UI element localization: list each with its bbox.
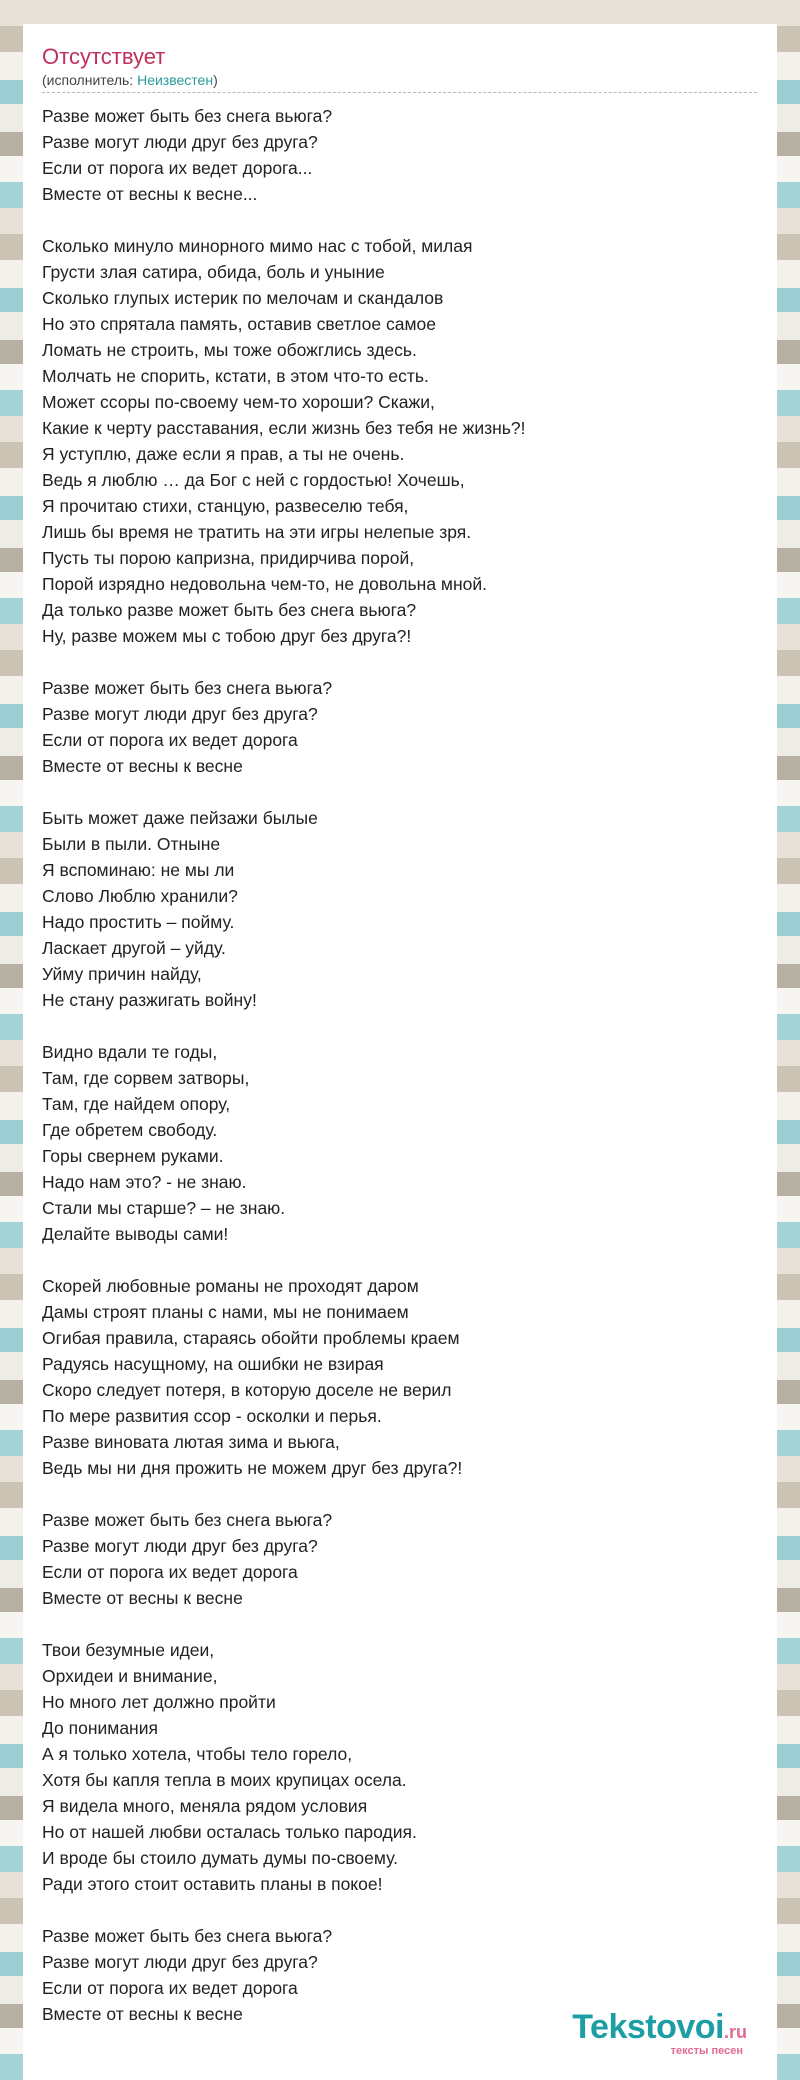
- logo-domain: .ru: [723, 2022, 747, 2042]
- lyrics-line: Скорей любовные романы не проходят даром: [42, 1276, 419, 1296]
- lyrics-line: Я прочитаю стихи, станцую, развеселю тебя,: [42, 496, 409, 516]
- lyrics-line: Ломать не строить, мы тоже обожглись здесь.: [42, 340, 417, 360]
- lyrics-line: Если от порога их ведет дорога: [42, 730, 298, 750]
- lyrics-line: Надо нам это? - не знаю.: [42, 1172, 247, 1192]
- lyrics-line: Вместе от весны к весне: [42, 2004, 243, 2024]
- lyrics-line: Разве могут люди друг без друга?: [42, 704, 318, 724]
- artist-prefix: (исполнитель:: [42, 72, 138, 88]
- lyrics-line: Я видела много, меняла рядом условия: [42, 1796, 368, 1816]
- lyrics-line: Скоро следует потеря, в которую доселе не верил: [42, 1380, 452, 1400]
- logo-tagline: тексты песен: [670, 2045, 743, 2057]
- lyrics-blank-line: [42, 1481, 762, 1507]
- lyrics-text: [42, 103, 762, 2027]
- lyrics-line: Лишь бы время не тратить на эти игры нелепые зря.: [42, 522, 472, 542]
- lyrics-line: Но от нашей любви осталась только пародия.: [42, 1822, 417, 1842]
- lyrics-line: Разве может быть без снега вьюга?: [42, 106, 333, 126]
- lyrics-line: Сколько минуло минорного мимо нас с тобой, милая: [42, 236, 473, 256]
- lyrics-blank-line: [42, 1611, 762, 1637]
- lyrics-line: По мере развития ссор - осколки и перья.: [42, 1406, 382, 1426]
- lyrics-line: Вместе от весны к весне: [42, 1588, 243, 1608]
- lyrics-line: Может ссоры по-своему чем-то хороши? Скажи,: [42, 392, 435, 412]
- lyrics-line: Ласкает другой – уйду.: [42, 938, 226, 958]
- lyrics-line: Твои безумные идеи,: [42, 1640, 215, 1660]
- lyrics-line: Ведь я люблю … да Бог с ней с гордостью! Хочешь,: [42, 470, 465, 490]
- lyrics-line: Ради этого стоит оставить планы в покое!: [42, 1874, 383, 1894]
- lyrics-line: Но много лет должно пройти: [42, 1692, 276, 1712]
- lyrics-line: Там, где найдем опору,: [42, 1094, 231, 1114]
- lyrics-line: Уйму причин найду,: [42, 964, 202, 984]
- lyrics-line: Разве может быть без снега вьюга?: [42, 678, 333, 698]
- logo-name: Tekstovoi: [572, 2008, 724, 2046]
- lyrics-blank-line: [42, 779, 762, 805]
- lyrics-line: Я вспоминаю: не мы ли: [42, 860, 235, 880]
- lyrics-line: Сколько глупых истерик по мелочам и скандалов: [42, 288, 444, 308]
- artist-line: [42, 71, 218, 89]
- lyrics-blank-line: [42, 1247, 762, 1273]
- lyrics-card: [23, 24, 777, 2080]
- lyrics-line: Но это спрятала память, оставив светлое самое: [42, 314, 436, 334]
- lyrics-line: Ну, разве можем мы с тобою друг без друга?!: [42, 626, 412, 646]
- lyrics-line: Разве могут люди друг без друга?: [42, 1536, 318, 1556]
- lyrics-line: Дамы строят планы с нами, мы не понимаем: [42, 1302, 409, 1322]
- lyrics-line: Где обретем свободу.: [42, 1120, 218, 1140]
- lyrics-line: Если от порога их ведет дорога: [42, 1978, 298, 1998]
- lyrics-line: Да только разве может быть без снега вьюга?: [42, 600, 417, 620]
- lyrics-line: Огибая правила, стараясь обойти проблемы краем: [42, 1328, 460, 1348]
- lyrics-line: И вроде бы стоило думать думы по-своему.: [42, 1848, 398, 1868]
- lyrics-line: Стали мы старше? – не знаю.: [42, 1198, 286, 1218]
- lyrics-line: Какие к черту расставания, если жизнь без тебя не жизнь?!: [42, 418, 526, 438]
- lyrics-line: Не стану разжигать войну!: [42, 990, 257, 1010]
- lyrics-blank-line: [42, 1013, 762, 1039]
- lyrics-line: Вместе от весны к весне...: [42, 184, 258, 204]
- artist-suffix: ): [213, 72, 218, 88]
- lyrics-line: Надо простить – пойму.: [42, 912, 235, 932]
- lyrics-line: Если от порога их ведет дорога: [42, 1562, 298, 1582]
- lyrics-line: Разве могут люди друг без друга?: [42, 1952, 318, 1972]
- lyrics-line: Порой изрядно недовольна чем-то, не довольна мной.: [42, 574, 487, 594]
- lyrics-line: Молчать не спорить, кстати, в этом что-то есть.: [42, 366, 429, 386]
- lyrics-line: До понимания: [42, 1718, 158, 1738]
- lyrics-line: Вместе от весны к весне: [42, 756, 243, 776]
- lyrics-line: Делайте выводы сами!: [42, 1224, 229, 1244]
- lyrics-line: Были в пыли. Отныне: [42, 834, 221, 854]
- lyrics-line: Я уступлю, даже если я прав, а ты не очень.: [42, 444, 405, 464]
- artist-link[interactable]: Неизвестен: [137, 72, 214, 88]
- lyrics-line: Там, где сорвем затворы,: [42, 1068, 250, 1088]
- lyrics-blank-line: [42, 649, 762, 675]
- lyrics-line: Разве может быть без снега вьюга?: [42, 1510, 333, 1530]
- lyrics-line: Орхидеи и внимание,: [42, 1666, 218, 1686]
- lyrics-line: Если от порога их ведет дорога...: [42, 158, 313, 178]
- lyrics-blank-line: [42, 207, 762, 233]
- header-divider: [42, 92, 757, 93]
- lyrics-line: Грусти злая сатира, обида, боль и уныние: [42, 262, 385, 282]
- lyrics-line: Радуясь насущному, на ошибки не взирая: [42, 1354, 384, 1374]
- lyrics-line: Быть может даже пейзажи былые: [42, 808, 318, 828]
- lyrics-line: Хотя бы капля тепла в моих крупицах осела.: [42, 1770, 407, 1790]
- lyrics-line: Пусть ты порою капризна, придирчива порой,: [42, 548, 415, 568]
- lyrics-line: Разве виновата лютая зима и вьюга,: [42, 1432, 340, 1452]
- lyrics-line: Разве могут люди друг без друга?: [42, 132, 318, 152]
- lyrics-blank-line: [42, 1897, 762, 1923]
- lyrics-line: Ведь мы ни дня прожить не можем друг без друга?!: [42, 1458, 463, 1478]
- lyrics-line: А я только хотела, чтобы тело горело,: [42, 1744, 353, 1764]
- site-logo[interactable]: [547, 2008, 747, 2062]
- lyrics-line: Слово Люблю хранили?: [42, 886, 238, 906]
- lyrics-line: Горы свернем руками.: [42, 1146, 224, 1166]
- song-title: Отсутствует: [42, 44, 166, 69]
- lyrics-line: Видно вдали те годы,: [42, 1042, 218, 1062]
- lyrics-line: Разве может быть без снега вьюга?: [42, 1926, 333, 1946]
